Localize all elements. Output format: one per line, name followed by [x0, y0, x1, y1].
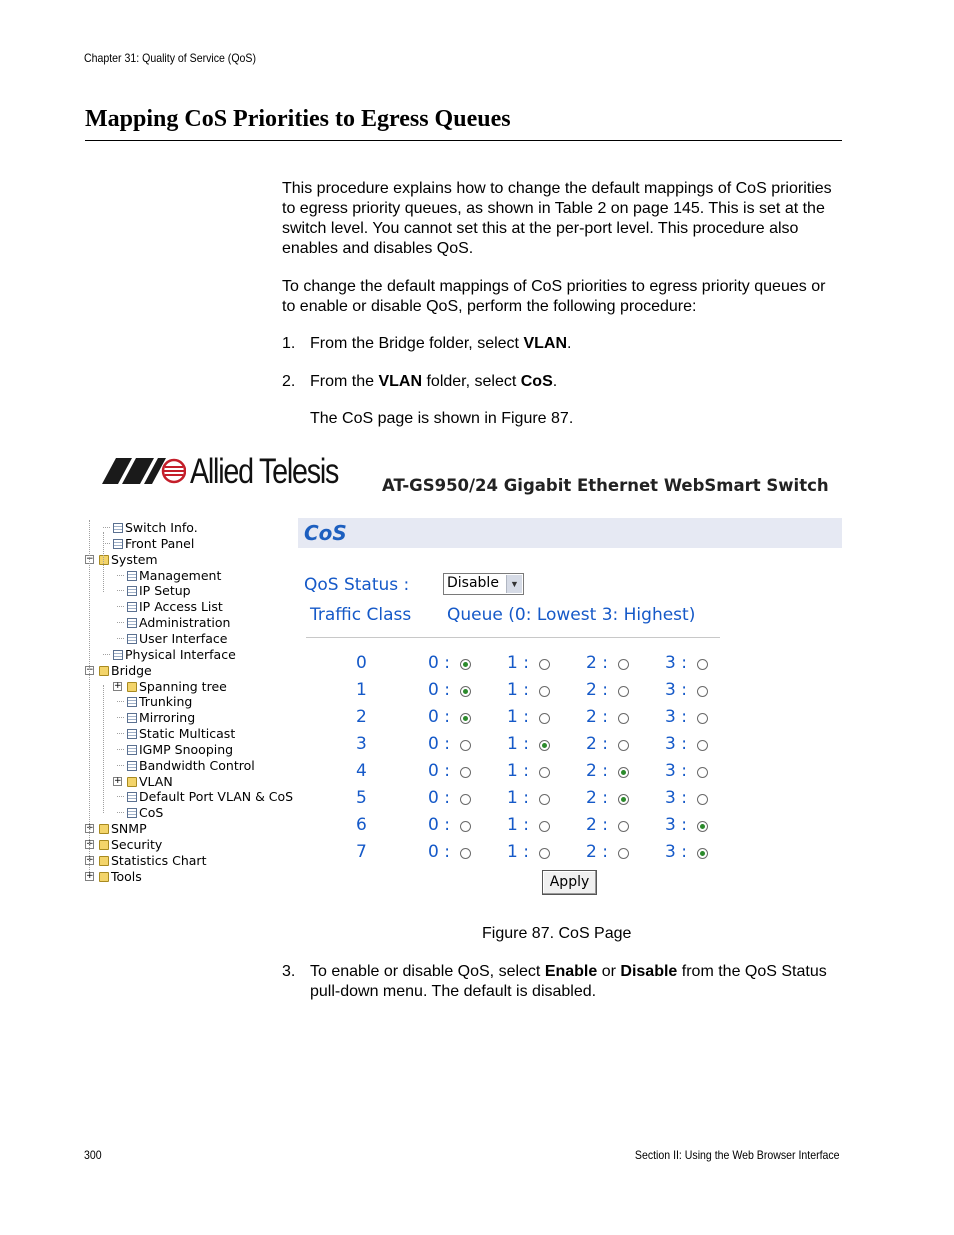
queue-radio[interactable]: [618, 767, 629, 778]
collapse-icon[interactable]: −: [86, 553, 94, 564]
queue-radio[interactable]: [460, 740, 471, 751]
qos-status-select[interactable]: [443, 573, 524, 595]
queue-label: 0 :: [428, 815, 450, 835]
tree-item-label: CoS: [139, 805, 164, 821]
expand-icon[interactable]: +: [114, 775, 122, 786]
queue-radio[interactable]: [539, 794, 550, 805]
queue-label: 0 :: [428, 707, 450, 727]
page-icon: [127, 634, 137, 644]
traffic-class-value: 2: [356, 707, 367, 727]
page-icon: [127, 729, 137, 739]
tree-connector: [117, 701, 124, 702]
expand-icon[interactable]: +: [86, 870, 94, 881]
step-2-text: From the VLAN folder, select CoS.: [310, 373, 558, 390]
tree-connector: [117, 733, 124, 734]
tree-connector: [117, 796, 124, 797]
queue-radio[interactable]: [618, 848, 629, 859]
tree-item[interactable]: [127, 631, 227, 646]
queue-header: Queue (0: Lowest 3: Highest): [447, 605, 696, 625]
queue-radio[interactable]: [539, 821, 550, 832]
tree-connector: [103, 654, 110, 655]
queue-radio[interactable]: [697, 794, 708, 805]
queue-radio[interactable]: [460, 686, 471, 697]
queue-label: 0 :: [428, 734, 450, 754]
tree-item-label: IP Access List: [139, 599, 223, 615]
tree-item-label: Trunking: [139, 694, 193, 710]
tree-item[interactable]: [86, 662, 152, 678]
tree-item-label: Security: [111, 837, 163, 852]
tree-item[interactable]: [113, 536, 194, 551]
figure-caption: Figure 87. CoS Page: [482, 925, 632, 942]
tree-connector: [117, 749, 124, 750]
tree-item[interactable]: [127, 726, 235, 741]
tree-item[interactable]: [127, 710, 195, 725]
tree-item[interactable]: [127, 758, 255, 773]
tree-item-label: Mirroring: [139, 710, 196, 726]
tree-connector: [103, 527, 110, 528]
queue-radio[interactable]: [539, 686, 550, 697]
tree-item-label: Static Multicast: [139, 726, 236, 742]
queue-radio[interactable]: [460, 794, 471, 805]
chapter-header: Chapter 31: Quality of Service (QoS): [84, 51, 256, 65]
traffic-class-value: 7: [356, 842, 367, 862]
traffic-class-value: 0: [356, 653, 367, 673]
tree-item[interactable]: [86, 551, 158, 567]
queue-label: 2 :: [586, 734, 608, 754]
tree-item-label: Management: [139, 567, 222, 583]
step-2-number: 2.: [282, 373, 296, 390]
queue-label: 0 :: [428, 788, 450, 808]
tree-item-label: Tools: [111, 868, 142, 884]
queue-label: 1 :: [507, 788, 529, 808]
queue-label: 0 :: [428, 680, 450, 700]
queue-label: 3 :: [665, 815, 687, 835]
folder-icon: [99, 555, 109, 565]
folder-icon: [99, 856, 109, 866]
queue-label: 1 :: [507, 680, 529, 700]
expand-icon[interactable]: +: [86, 854, 94, 865]
queue-label: 1 :: [507, 761, 529, 781]
tree-connector: [117, 765, 124, 766]
tree-item[interactable]: [127, 789, 293, 804]
page-icon: [127, 808, 137, 818]
tree-connector: [103, 543, 110, 544]
queue-label: 1 :: [507, 653, 529, 673]
tree-guide-line: [89, 520, 90, 872]
navigation-tree: [85, 520, 294, 890]
page-icon: [127, 618, 137, 628]
cos-header-bar: [298, 518, 842, 548]
traffic-class-header: Traffic Class: [310, 605, 412, 625]
tree-item-label: IP Setup: [139, 583, 191, 599]
expand-icon[interactable]: +: [86, 839, 94, 849]
queue-label: 3 :: [665, 680, 687, 700]
tree-item-label: User Interface: [139, 630, 228, 646]
queue-label: 3 :: [665, 734, 687, 754]
queue-label: 3 :: [665, 842, 687, 862]
cos-page-screenshot: [85, 448, 842, 906]
queue-radio[interactable]: [697, 848, 708, 859]
page-icon: [127, 697, 137, 707]
tree-item-label: Spanning tree: [139, 678, 227, 694]
tree-guide-line: [103, 532, 104, 592]
qos-status-label: QoS Status :: [304, 575, 410, 595]
tree-connector: [117, 638, 124, 639]
queue-radio[interactable]: [618, 821, 629, 832]
step-3-text: To enable or disable QoS, select Enable or Disable from the QoS Status pull-down menu. The default is disabled.: [310, 963, 827, 1000]
page-icon: [127, 713, 137, 723]
tree-item[interactable]: [114, 773, 173, 789]
queue-label: 2 :: [586, 707, 608, 727]
brand-name: Allied Telesis: [190, 452, 339, 491]
queue-radio[interactable]: [697, 686, 708, 697]
qos-status-value: Disable: [447, 575, 499, 591]
queue-radio[interactable]: [539, 659, 550, 670]
queue-radio[interactable]: [460, 659, 471, 670]
queue-radio[interactable]: [697, 767, 708, 778]
queue-radio[interactable]: [460, 713, 471, 724]
queue-radio[interactable]: [460, 848, 471, 859]
tree-item-label: Administration: [139, 615, 231, 631]
tree-item-label: System: [111, 551, 158, 567]
tree-item-label: Bridge: [111, 662, 152, 678]
step-1-number: 1.: [282, 335, 296, 352]
queue-radio[interactable]: [618, 659, 629, 670]
chevron-down-icon[interactable]: ▼: [506, 575, 522, 593]
tree-connector: [117, 590, 124, 591]
queue-radio[interactable]: [618, 686, 629, 697]
queue-radio[interactable]: [539, 740, 550, 751]
intro-paragraph-1: This procedure explains how to change the default mappings of CoS priorities to egress priority queues, as shown in Table 2 on page 145. This is set at the switch level. You cannot set this at the per-port level. This procedure also enables and disables QoS.: [282, 180, 832, 257]
queue-radio[interactable]: [697, 740, 708, 751]
tree-connector: [117, 575, 124, 576]
allied-telesis-logo-icon: [102, 458, 186, 484]
page-title: CoS: [304, 521, 347, 545]
queue-label: 2 :: [586, 788, 608, 808]
title-rule: [85, 140, 842, 141]
page-icon: [127, 745, 137, 755]
folder-icon: [99, 666, 109, 676]
page-icon: [127, 586, 137, 596]
tree-item[interactable]: [127, 694, 192, 709]
tree-item-label: Statistics Chart: [111, 852, 207, 868]
tree-item[interactable]: [86, 837, 163, 852]
queue-radio[interactable]: [618, 740, 629, 751]
queue-label: 2 :: [586, 680, 608, 700]
intro-paragraph-2: To change the default mappings of CoS priorities to egress priority queues or to enable or disable QoS, perform the following procedure:: [282, 278, 826, 315]
traffic-class-value: 3: [356, 734, 367, 754]
tree-item[interactable]: [86, 868, 142, 884]
tree-item-label: Switch Info.: [125, 520, 198, 535]
expand-icon[interactable]: +: [114, 680, 122, 691]
queue-radio[interactable]: [697, 659, 708, 670]
tree-item[interactable]: [127, 615, 230, 630]
queue-label: 3 :: [665, 788, 687, 808]
tree-item-label: Default Port VLAN & CoS: [139, 789, 294, 805]
tree-item[interactable]: [127, 583, 191, 598]
tree-item-label: IGMP Snooping: [139, 741, 234, 757]
tree-item[interactable]: [86, 852, 207, 868]
folder-icon: [127, 682, 137, 692]
traffic-class-value: 4: [356, 761, 367, 781]
tree-connector: [117, 717, 124, 718]
tree-connector: [117, 812, 124, 813]
traffic-class-value: 5: [356, 788, 367, 808]
step-1-text: From the Bridge folder, select VLAN.: [310, 335, 572, 352]
page-icon: [113, 650, 123, 660]
footer-section: Section II: Using the Web Browser Interface: [635, 1148, 840, 1162]
queue-label: 1 :: [507, 842, 529, 862]
queue-radio[interactable]: [618, 713, 629, 724]
tree-item[interactable]: [114, 678, 227, 694]
folder-icon: [99, 872, 109, 882]
traffic-class-value: 1: [356, 680, 367, 700]
queue-label: 3 :: [665, 707, 687, 727]
section-title: Mapping CoS Priorities to Egress Queues: [85, 106, 511, 132]
queue-radio[interactable]: [618, 794, 629, 805]
queue-label: 0 :: [428, 761, 450, 781]
queue-label: 0 :: [428, 842, 450, 862]
queue-label: 1 :: [507, 815, 529, 835]
queue-label: 2 :: [586, 815, 608, 835]
header-divider: [306, 637, 720, 638]
queue-label: 1 :: [507, 734, 529, 754]
queue-radio[interactable]: [539, 848, 550, 859]
tree-item[interactable]: [127, 568, 221, 583]
page-icon: [127, 571, 137, 581]
queue-label: 2 :: [586, 761, 608, 781]
page-icon: [127, 602, 137, 612]
tree-item[interactable]: [113, 520, 198, 535]
folder-icon: [127, 777, 137, 787]
page-number: 300: [84, 1148, 102, 1162]
collapse-icon[interactable]: −: [86, 664, 94, 675]
tree-item[interactable]: [113, 647, 236, 662]
queue-radio[interactable]: [460, 821, 471, 832]
queue-radio[interactable]: [539, 713, 550, 724]
page-icon: [127, 761, 137, 771]
step-2-note: The CoS page is shown in Figure 87.: [310, 410, 574, 427]
queue-label: 1 :: [507, 707, 529, 727]
apply-button[interactable]: Apply: [542, 870, 597, 895]
tree-guide-line: [103, 685, 104, 813]
tree-item[interactable]: [86, 821, 147, 837]
tree-item[interactable]: [127, 742, 233, 757]
queue-label: 2 :: [586, 653, 608, 673]
queue-radio[interactable]: [460, 767, 471, 778]
queue-label: 3 :: [665, 653, 687, 673]
tree-item[interactable]: [127, 599, 223, 614]
page-icon: [127, 792, 137, 802]
expand-icon[interactable]: +: [86, 823, 94, 834]
queue-label: 3 :: [665, 761, 687, 781]
tree-connector: [117, 606, 124, 607]
tree-item-label: Front Panel: [125, 535, 195, 551]
tree-item-label: Physical Interface: [125, 646, 236, 662]
queue-radio[interactable]: [697, 713, 708, 724]
traffic-class-value: 6: [356, 815, 367, 835]
queue-label: 0 :: [428, 653, 450, 673]
queue-radio[interactable]: [539, 767, 550, 778]
folder-icon: [99, 840, 109, 850]
step-3-number: 3.: [282, 963, 296, 980]
folder-icon: [99, 824, 109, 834]
tree-item[interactable]: [127, 805, 163, 820]
page-icon: [113, 523, 123, 533]
page-icon: [113, 539, 123, 549]
product-name: AT-GS950/24 Gigabit Ethernet WebSmart Switch: [382, 476, 829, 495]
tree-connector: [117, 622, 124, 623]
tree-item-label: VLAN: [139, 773, 173, 789]
queue-radio[interactable]: [697, 821, 708, 832]
tree-item-label: SNMP: [111, 821, 147, 837]
tree-item-label: Bandwidth Control: [139, 757, 255, 773]
queue-label: 2 :: [586, 842, 608, 862]
